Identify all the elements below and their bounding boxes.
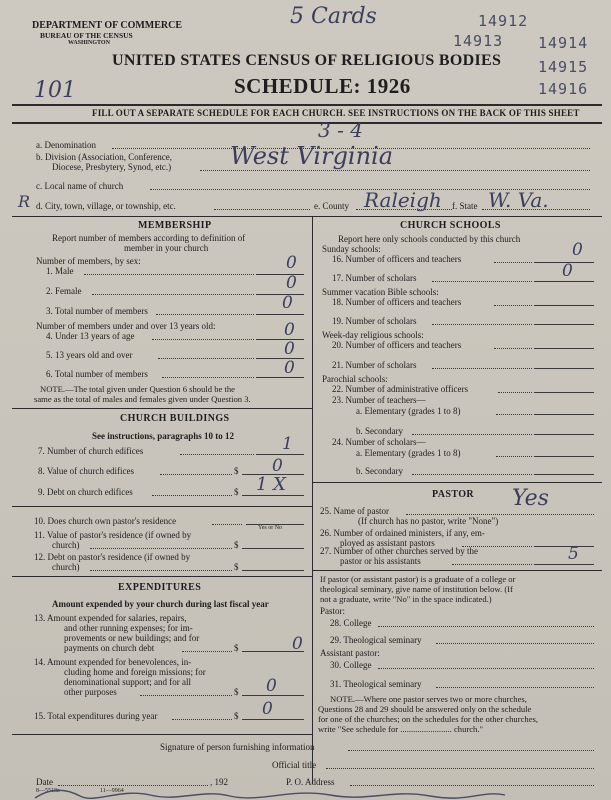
membership-note-2: same as the total of males and females given under Question 3. bbox=[34, 394, 251, 404]
answer-q15: 0 bbox=[262, 699, 273, 719]
q2-female: 2. Female bbox=[46, 286, 82, 296]
q19: 19. Number of scholars bbox=[332, 316, 417, 326]
q13-line: 13. Amount expended for salaries, repairs, bbox=[34, 613, 187, 623]
graduate-instruction: If pastor (or assistant pastor) is a graduate of a college or bbox=[320, 574, 516, 584]
dollar-sign: $ bbox=[234, 487, 239, 497]
answer-over-13: 0 bbox=[284, 339, 295, 359]
pastor-heading: PASTOR bbox=[432, 489, 475, 500]
q31: 31. Theological seminary bbox=[330, 679, 422, 689]
q14-line: 14. Amount expended for benevolences, in- bbox=[34, 657, 192, 667]
membership-note: NOTE.—The total given under Question 6 should be the bbox=[40, 384, 235, 394]
q24a: a. Elementary (grades 1 to 8) bbox=[356, 448, 461, 458]
official-title-label: Official title bbox=[272, 760, 317, 770]
q5-over-13: 5. 13 years old and over bbox=[46, 350, 133, 360]
county-label: e. County bbox=[314, 201, 349, 211]
expenditures-heading: EXPENDITURES bbox=[118, 582, 202, 593]
stamp-number: 14916 bbox=[538, 80, 589, 98]
q10-residence: 10. Does church own pastor's residence bbox=[34, 516, 177, 526]
q28: 28. College bbox=[330, 618, 372, 628]
q11-residence-value-2: church) bbox=[52, 540, 80, 550]
dollar-sign: $ bbox=[234, 687, 239, 697]
q14-line: denominational support; and for all bbox=[64, 677, 191, 687]
state-label: f. State bbox=[452, 201, 478, 211]
city-label: d. City, town, village, or township, etc. bbox=[36, 201, 176, 211]
stamp-number: 14913 bbox=[453, 32, 504, 50]
answer-q17: 0 bbox=[562, 261, 573, 281]
dollar-sign: $ bbox=[234, 562, 239, 572]
division-value: West Virginia bbox=[230, 142, 394, 170]
q16: 16. Number of officers and teachers bbox=[332, 254, 462, 264]
date-label: Date bbox=[36, 777, 53, 787]
graduate-instruction-3: not a graduate, write "No" in the space indicated.) bbox=[320, 594, 492, 604]
q9-debt: 9. Debt on church edifices bbox=[38, 487, 133, 497]
top-marks: 3 - 4 bbox=[318, 118, 363, 142]
pastor-note-4: write "See schedule for ........................ church." bbox=[318, 724, 484, 734]
q25: 25. Name of pastor bbox=[320, 506, 389, 516]
membership-intro: Report number of members according to definition of bbox=[52, 233, 246, 243]
q23: 23. Number of teachers— bbox=[332, 395, 426, 405]
r-mark: R bbox=[18, 192, 31, 211]
answer-female: 0 bbox=[286, 273, 297, 293]
schools-intro: Report here only schools conducted by this church bbox=[338, 234, 521, 244]
answer-debt: 1 X bbox=[256, 474, 286, 495]
q8-value: 8. Value of church edifices bbox=[38, 466, 135, 476]
dollar-sign: $ bbox=[234, 643, 239, 653]
pastor-note-3: for one of the churches; on the schedules for the other churches, bbox=[318, 714, 539, 724]
q30: 30. College bbox=[330, 660, 372, 670]
q14-line: other purposes bbox=[64, 687, 117, 697]
po-address-label: P. O. Address bbox=[286, 777, 335, 787]
answer-male: 0 bbox=[286, 253, 297, 273]
q20: 20. Number of officers and teachers bbox=[332, 340, 462, 350]
buildings-heading: CHURCH BUILDINGS bbox=[120, 413, 230, 424]
answer-total: 0 bbox=[282, 293, 293, 313]
q12-residence-debt-2: church) bbox=[52, 562, 80, 572]
stamp-number: 14912 bbox=[478, 12, 529, 30]
state-value: W. Va. bbox=[488, 188, 549, 212]
q13-line: payments on church debt bbox=[64, 643, 155, 653]
q27: 27. Number of other churches served by the bbox=[320, 546, 478, 556]
q17: 17. Number of scholars bbox=[332, 273, 417, 283]
q22: 22. Number of administrative officers bbox=[332, 384, 469, 394]
expenditures-sub: Amount expended by your church during last fiscal year bbox=[52, 599, 269, 609]
answer-under-13: 0 bbox=[284, 320, 295, 340]
answer-q27: 5 bbox=[568, 544, 579, 564]
buildings-sub: See instructions, paragraphs 10 to 12 bbox=[92, 431, 235, 441]
answer-total-6: 0 bbox=[284, 358, 295, 378]
division-label-2: Diocese, Presbytery, Synod, etc.) bbox=[52, 162, 172, 172]
q15-total: 15. Total expenditures during year bbox=[34, 711, 158, 721]
stamp-number: 14914 bbox=[538, 34, 589, 52]
q1-male: 1. Male bbox=[46, 266, 74, 276]
q24: 24. Number of scholars— bbox=[332, 437, 426, 447]
membership-heading: MEMBERSHIP bbox=[138, 220, 212, 231]
q6-total: 6. Total number of members bbox=[46, 369, 148, 379]
answer-q13: 0 bbox=[292, 634, 303, 654]
weekday-schools-label: Week-day religious schools: bbox=[322, 330, 424, 340]
q24b: b. Secondary bbox=[356, 466, 403, 476]
q14-line: cluding home and foreign missions; for bbox=[64, 667, 206, 677]
q3-total: 3. Total number of members bbox=[46, 306, 148, 316]
county-value: Raleigh bbox=[364, 188, 442, 212]
q4-under-13: 4. Under 13 years of age bbox=[46, 331, 135, 341]
schedule-number: 101 bbox=[34, 78, 76, 103]
q23a: a. Elementary (grades 1 to 8) bbox=[356, 406, 461, 416]
bureau-label: BUREAU OF THE CENSUS bbox=[40, 31, 133, 40]
q29: 29. Theological seminary bbox=[330, 635, 422, 645]
q21: 21. Number of scholars bbox=[332, 360, 417, 370]
members-by-sex-label: Number of members, by sex: bbox=[36, 256, 141, 266]
dept-label: DEPARTMENT OF COMMERCE bbox=[32, 20, 183, 31]
q11-residence-value: 11. Value of pastor's residence (if owned by bbox=[34, 530, 192, 540]
signature-label: Signature of person furnishing information bbox=[160, 742, 315, 752]
answer-value: 0 bbox=[272, 456, 283, 476]
local-church-label: c. Local name of church bbox=[36, 181, 124, 191]
answer-q25: Yes bbox=[512, 486, 549, 511]
q13-line: provements or new buildings; and for bbox=[64, 633, 200, 643]
age-heading: Number of members under and over 13 years old: bbox=[36, 321, 216, 331]
dollar-sign: $ bbox=[234, 466, 239, 476]
q18: 18. Number of officers and teachers bbox=[332, 297, 462, 307]
stamp-number: 14915 bbox=[538, 58, 589, 76]
q27-2: pastor or his assistants bbox=[340, 556, 421, 566]
dollar-sign: $ bbox=[234, 540, 239, 550]
membership-intro-2: member in your church bbox=[124, 243, 209, 253]
graduate-instruction-2: theological seminary, give name of institution below. (If bbox=[320, 584, 513, 594]
q12-residence-debt: 12. Debt on pastor's residence (if owned by bbox=[34, 552, 191, 562]
print-code: 8—5518a bbox=[36, 788, 60, 794]
q7-edifices: 7. Number of church edifices bbox=[38, 446, 144, 456]
parochial-schools-label: Parochial schools: bbox=[322, 374, 388, 384]
bottom-handwriting bbox=[30, 786, 510, 800]
answer-edifices: 1 bbox=[282, 434, 293, 454]
q26-2: ployed as assistant pastors bbox=[340, 538, 435, 548]
answer-q16: 0 bbox=[572, 240, 583, 260]
pastor-note: NOTE.—Where one pastor serves two or more churches, bbox=[330, 694, 527, 704]
q13-line: and other running expenses; for im- bbox=[64, 623, 193, 633]
schools-heading: CHURCH SCHOOLS bbox=[400, 220, 501, 231]
summer-schools-label: Summer vacation Bible schools: bbox=[322, 287, 439, 297]
schedule-title: SCHEDULE: 1926 bbox=[234, 74, 411, 98]
dollar-sign: $ bbox=[234, 711, 239, 721]
division-label: b. Division (Association, Conference, bbox=[36, 152, 172, 162]
q26: 26. Number of ordained ministers, if any, em- bbox=[320, 528, 485, 538]
city-label: WASHINGTON bbox=[68, 40, 110, 46]
answer-q14: 0 bbox=[266, 676, 277, 696]
q25-note: (If church has no pastor, write "None") bbox=[358, 516, 499, 526]
assistant-pastor-label: Assistant pastor: bbox=[320, 648, 380, 658]
form-title: UNITED STATES CENSUS OF RELIGIOUS BODIES bbox=[112, 52, 502, 69]
pastor-note-2: Questions 28 and 29 should be answered only on the schedule bbox=[318, 704, 532, 714]
cards-annotation: 5 Cards bbox=[290, 4, 377, 29]
denomination-label: a. Denomination bbox=[36, 140, 96, 150]
print-code-2: 11—9964 bbox=[100, 788, 124, 794]
pastor-label: Pastor: bbox=[320, 606, 346, 616]
instruction-line: FILL OUT A SEPARATE SCHEDULE FOR EACH CHURCH. SEE INSTRUCTIONS ON THE BACK OF THIS SHEET bbox=[92, 108, 580, 118]
sunday-schools-label: Sunday schools: bbox=[322, 244, 381, 254]
year-label: , 192 bbox=[210, 777, 228, 787]
q23b: b. Secondary bbox=[356, 426, 403, 436]
yes-no-hint: Yes or No bbox=[258, 525, 283, 531]
